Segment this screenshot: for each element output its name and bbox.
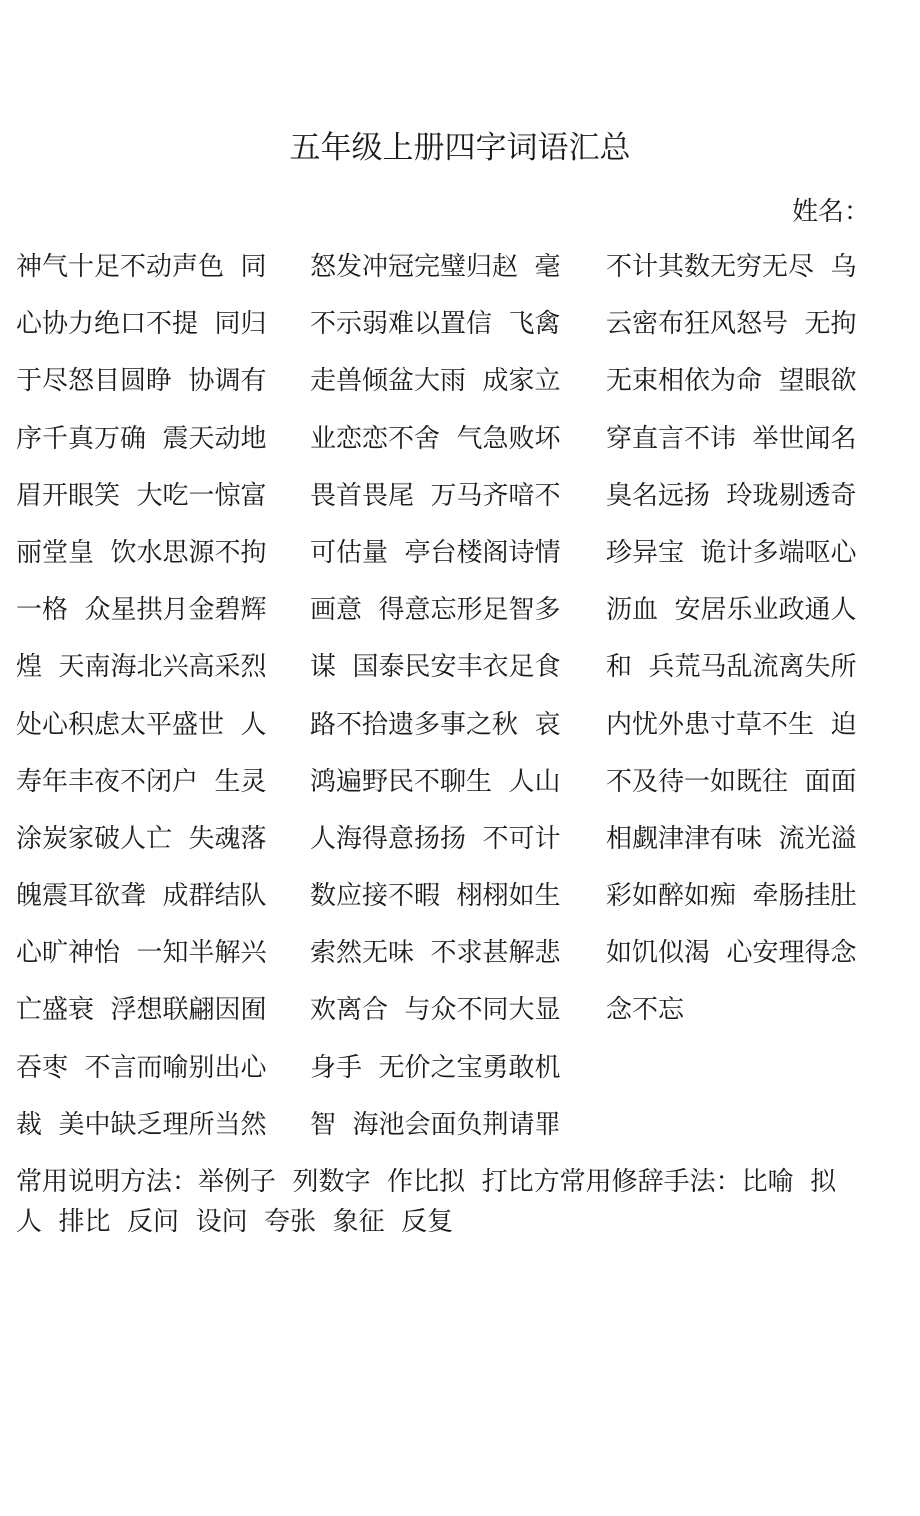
word-line: 不计其数无穷无尽 乌: [606, 252, 857, 282]
word-line: 业恋恋不舍 气急败坏: [310, 423, 561, 454]
word-line: 索然无味 不求甚解悲: [310, 938, 561, 969]
methods-footer: [16, 1162, 906, 1242]
word-line: 穿直言不讳 举世闻名: [606, 423, 857, 454]
word-line: 丽堂皇 饮水思源不拘: [16, 537, 267, 568]
word-line: 一格 众星拱月金碧辉: [16, 595, 267, 626]
word-line: 不及待一如既往 面面: [606, 766, 857, 797]
word-column-2: [310, 247, 561, 1162]
word-line: 心旷神怡 一知半解兴: [16, 938, 267, 969]
word-line: 畏首畏尾 万马齐喑不: [310, 480, 561, 511]
word-line: 寿年丰夜不闭户 生灵: [16, 766, 267, 797]
word-line: 如饥似渴 心安理得念: [606, 938, 857, 969]
word-line: 沥血 安居乐业政通人: [606, 595, 857, 626]
word-line: 煌 天南海北兴高采烈: [16, 652, 267, 683]
word-line: 可估量 亭台楼阁诗情: [310, 537, 561, 568]
methods-line: 人 排比 反问 设问 夸张 象征 反复: [16, 1207, 454, 1237]
word-line: 涂炭家破人亡 失魂落: [16, 823, 267, 854]
page-title: 五年级上册四字词语汇总: [289, 130, 631, 166]
word-line: 亡盛衰 浮想联翩因囿: [16, 995, 267, 1026]
word-line: 走兽倾盆大雨 成家立: [310, 366, 561, 397]
word-column-3: [606, 247, 857, 1048]
word-line: 欢离合 与众不同大显: [310, 995, 561, 1026]
word-line: 神气十足不动声色 同: [16, 252, 267, 282]
word-line: 臭名远扬 玲珑剔透奇: [606, 480, 857, 511]
word-line: 不示弱难以置信 飞禽: [310, 309, 561, 340]
word-line: 念不忘: [606, 995, 685, 1026]
word-line: 谋 国泰民安丰衣足食: [310, 652, 561, 683]
word-line: 数应接不暇 栩栩如生: [310, 881, 561, 912]
word-line: 鸿遍野民不聊生 人山: [310, 766, 561, 797]
word-line: 和 兵荒马乱流离失所: [606, 652, 857, 683]
methods-line: 常用说明方法：举例子 列数字 作比拟 打比方常用修辞手法：比喻 拟: [16, 1167, 837, 1197]
word-line: 心协力绝口不提 同归: [16, 309, 267, 340]
word-line: 身手 无价之宝勇敢机: [310, 1052, 561, 1083]
word-line: 眉开眼笑 大吃一惊富: [16, 480, 267, 511]
name-label: 姓名：: [792, 197, 871, 227]
word-line: 无束相依为命 望眼欲: [606, 366, 857, 397]
word-line: 怒发冲冠完璧归赵 毫: [310, 252, 561, 282]
word-line: 裁 美中缺乏理所当然: [16, 1109, 267, 1140]
word-line: 画意 得意忘形足智多: [310, 595, 561, 626]
word-line: 珍异宝 诡计多端呕心: [606, 537, 857, 568]
word-column-1: [16, 247, 267, 1162]
word-line: 彩如醉如痴 牵肠挂肚: [606, 881, 857, 912]
word-line: 吞枣 不言而喻别出心: [16, 1052, 267, 1083]
word-line: 智 海池会面负荆请罪: [310, 1109, 561, 1140]
word-line: 于尽怒目圆睁 协调有: [16, 366, 267, 397]
word-line: 人海得意扬扬 不可计: [310, 823, 561, 854]
word-line: 路不拾遗多事之秋 哀: [310, 709, 561, 740]
word-line: 云密布狂风怒号 无拘: [606, 309, 857, 340]
word-line: 内忧外患寸草不生 迫: [606, 709, 857, 740]
word-line: 相觑津津有味 流光溢: [606, 823, 857, 854]
word-line: 魄震耳欲聋 成群结队: [16, 881, 267, 912]
word-line: 序千真万确 震天动地: [16, 423, 267, 454]
word-line: 处心积虑太平盛世 人: [16, 709, 267, 740]
